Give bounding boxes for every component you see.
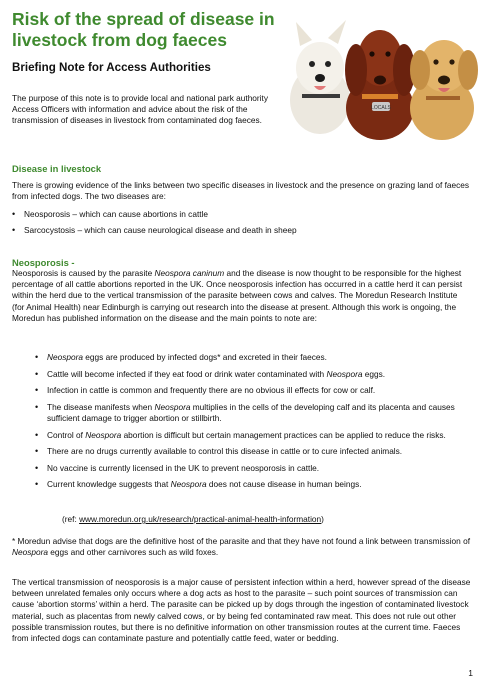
footnote-text: * Moredun advise that dogs are the definitive host of the parasite and that they have not found a link between transmission of (12, 536, 470, 546)
list-item (35, 402, 475, 424)
reference-line (62, 514, 324, 525)
list-text: The disease manifests when (47, 401, 155, 412)
list-item: • Infection in cattle is common and frequently there are no obvious ill effects for cow or calf. (35, 385, 475, 396)
moredun-reference-link[interactable]: www.moredun.org.uk/research/practical-animal-health-information (79, 514, 322, 524)
list-text: eggs. (362, 368, 386, 379)
list-item: • Neosporosis – which can cause abortions in cattle (12, 209, 472, 220)
golden-retriever-illustration (410, 40, 478, 140)
list-text: Cattle will become infected if they eat food or drink water contaminated with (47, 368, 327, 379)
list-italic: Neospora (47, 352, 83, 362)
ref-suffix: ) (321, 514, 324, 524)
list-text: Control of (47, 429, 86, 440)
list-text: Current knowledge suggests that (47, 479, 171, 490)
list-italic: Neospora (154, 401, 191, 412)
list-item (35, 430, 475, 441)
list-item (35, 369, 475, 380)
list-text: abortion is difficult but certain management practices can be applied to reduce the risks. (121, 429, 446, 440)
ref-prefix: (ref: (62, 514, 80, 524)
neospora-points-list (35, 352, 475, 496)
page-subtitle: Briefing Note for Access Authorities (12, 61, 211, 74)
list-item (35, 352, 475, 363)
red-setter-illustration (345, 30, 415, 140)
list-italic: Neospora (326, 368, 363, 379)
footnote (12, 536, 472, 558)
dog-tag-text: LOCALS (371, 105, 391, 111)
list-text: eggs are produced by infected dogs* and excreted in their faeces. (82, 352, 327, 362)
intro-paragraph: The purpose of this note is to provide local and national park authority Access Officers with information and advice about the risk of the transmission of diseases in livestock from contaminated dog faeces. (12, 93, 268, 126)
section-heading-disease: Disease in livestock (12, 163, 102, 174)
para-italic: Neospora caninum (154, 268, 225, 278)
section-heading-neosporosis: Neosporosis - (12, 257, 75, 268)
para-text: Neosporosis is caused by the parasite (12, 268, 155, 278)
disease-list (12, 209, 472, 241)
footnote-italic: Neospora (12, 547, 48, 558)
transmission-paragraph: The vertical transmission of neosporosis is a major cause of persistent infection within a herd, however spread of the disease between unrelated females only occurs where a dog acts as host to the parasite – such point sources of transmission can cause ‘abortion storms’ within a herd. The parasite can be picked up by dogs through the ingestion of contaminated livestock material, such as placentas from newly calved cows, or by being fed contaminated raw meat. This does not rule out other possible transmission routes, but there is no definitive information on other transmission routes at the current time. Faeces from infected dogs can contaminate pasture and potentially cattle feed, water or bedding. (12, 577, 471, 644)
list-italic: Neospora (170, 479, 207, 490)
page-number: 1 (468, 668, 473, 678)
para-text: and the disease is now thought to be responsible for the highest percentage of all cattle abortions reported in the UK. Once neosporosis infection has occurred in a cattle herd it can persist within the herd due to the vertical transmission of the parasite between cows and calves. The Moredun Research Institute (for Animal Health) near Edinburgh is carrying out research into the disease at present. Although this work is ongoing, the Moredun has published information on the disease and the main points to note are: (12, 268, 463, 323)
list-item: • No vaccine is currently licensed in the UK to prevent neosporosis in cattle. (35, 463, 475, 474)
list-text: does not cause disease in human beings. (206, 479, 362, 490)
list-item (35, 479, 475, 490)
list-text: multiplies in the cells of the developing calf and its placenta and causes sufficient damage to trigger abortion or stillbirth. (47, 401, 455, 423)
disease-intro-text: There is growing evidence of the links between two specific diseases in livestock and the presence on grazing land of faeces from infected dogs. The two diseases are: (12, 180, 470, 202)
list-italic: Neospora (85, 429, 122, 440)
neosporosis-paragraph (12, 268, 472, 324)
list-item: • There are no drugs currently available to control this disease in cattle or to cure infected animals. (35, 446, 475, 457)
list-item: • Sarcocystosis – which can cause neurological disease and death in sheep (12, 225, 472, 236)
footnote-text: eggs and other carnivores such as wild foxes. (47, 547, 219, 558)
dogs-photo (288, 8, 478, 140)
page-title: Risk of the spread of disease in livestock from dog faeces (12, 9, 275, 50)
